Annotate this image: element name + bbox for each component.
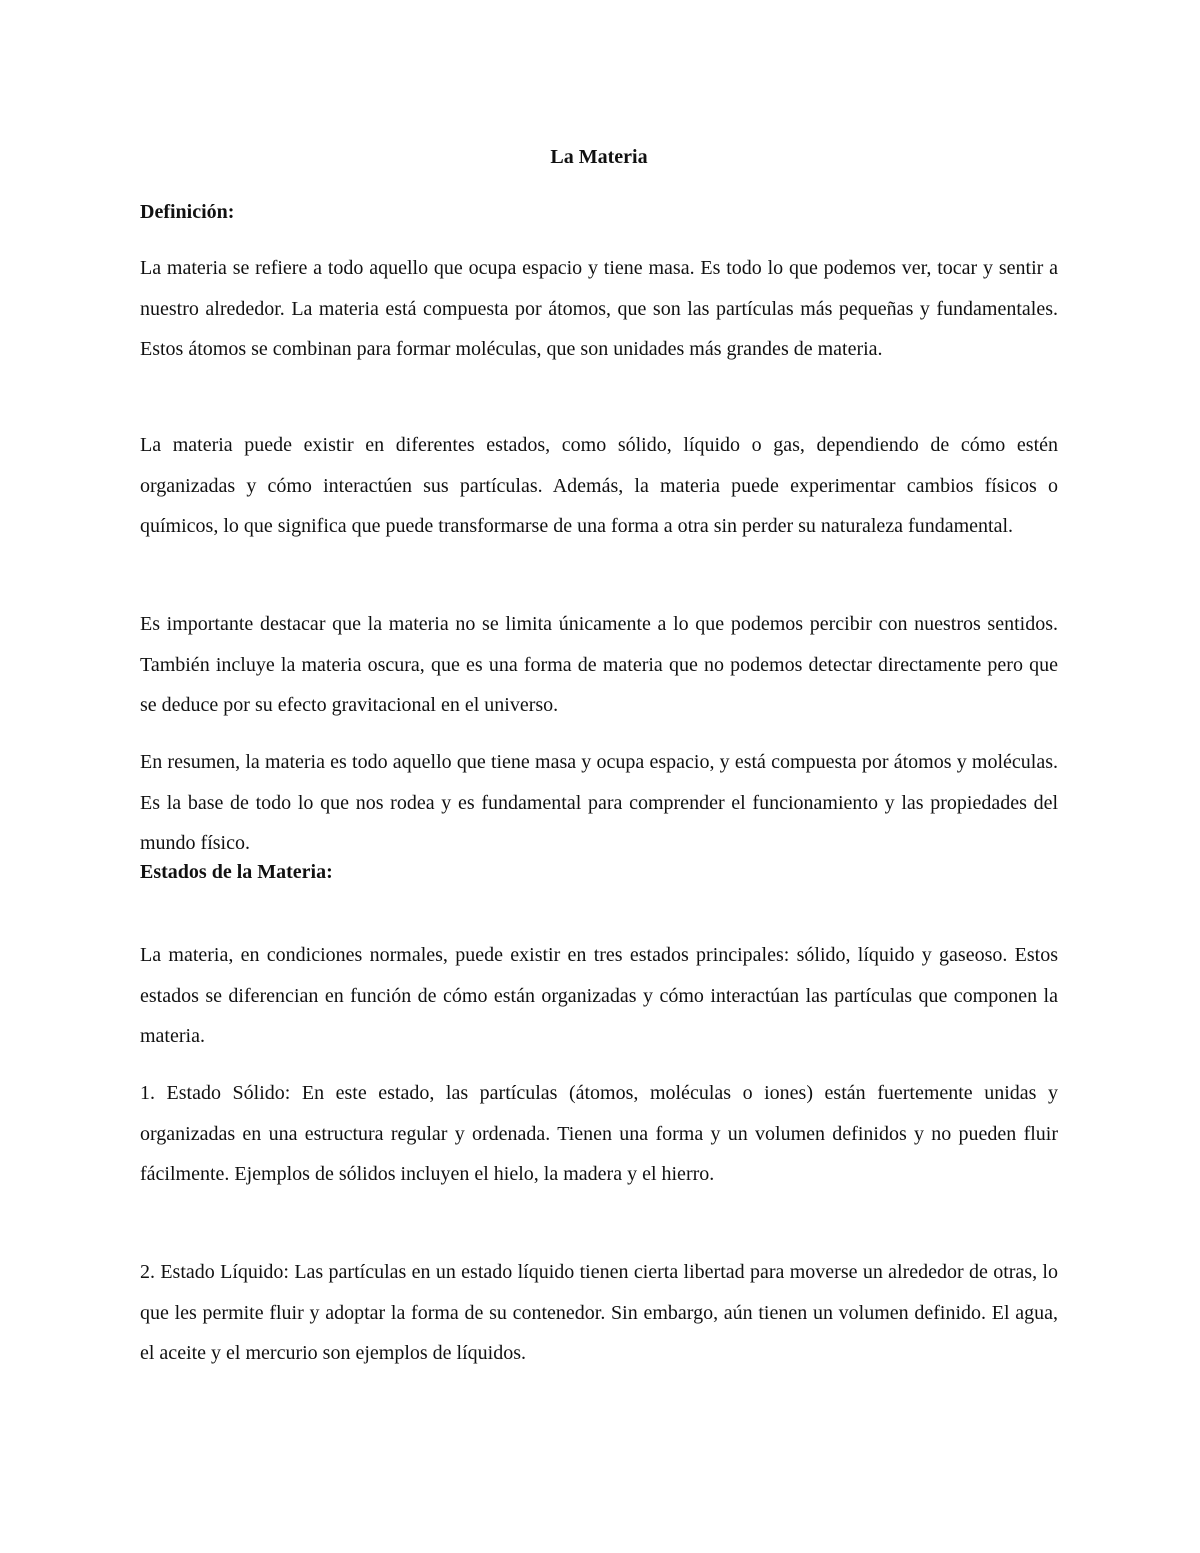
paragraph: La materia, en condiciones normales, puede existir en tres estados principales: sólido, líquido y gaseoso. Estos estados se diferencian en función de cómo están organizadas y cómo interactúan las partículas que componen la materia. <box>140 944 1058 1047</box>
list-item: 2. Estado Líquido: Las partículas en un estado líquido tienen cierta libertad para moverse un alrededor de otras, lo que les permite fluir y adoptar la forma de su contenedor. Sin embargo, aún tienen un volumen definido. El agua, el aceite y el mercurio son ejemplos de líquidos. <box>140 1261 1058 1364</box>
paragraph: En resumen, la materia es todo aquello que tiene masa y ocupa espacio, y está compuesta por átomos y moléculas. Es la base de todo lo que nos rodea y es fundamental para comprender el funcionamiento y las propiedades del mundo físico. <box>140 751 1058 854</box>
paragraph: La materia puede existir en diferentes estados, como sólido, líquido o gas, dependiendo de cómo estén organizadas y cómo interactúen sus partículas. Además, la materia puede experimentar cambios físicos o químicos, lo que significa que puede transformarse de una forma a otra sin perder su naturaleza fundamental. <box>140 434 1058 537</box>
section-heading-estados: Estados de la Materia: <box>140 861 333 883</box>
list-item: 1. Estado Sólido: En este estado, las partículas (átomos, moléculas o iones) están fuertemente unidas y organizadas en una estructura regular y ordenada. Tienen una forma y un volumen definidos y no pueden fluir fácilmente. Ejemplos de sólidos incluyen el hielo, la madera y el hierro. <box>140 1082 1058 1185</box>
paragraph: Es importante destacar que la materia no se limita únicamente a lo que podemos percibir con nuestros sentidos. También incluye la materia oscura, que es una forma de materia que no podemos detectar directamente pero que se deduce por su efecto gravitacional en el universo. <box>140 613 1058 716</box>
paragraph: La materia se refiere a todo aquello que ocupa espacio y tiene masa. Es todo lo que podemos ver, tocar y sentir a nuestro alrededor. La materia está compuesta por átomos, que son las partículas más pequeñas y fundamentales. Estos átomos se combinan para formar moléculas, que son unidades más grandes de materia. <box>140 257 1058 360</box>
section-heading-definicion: Definición: <box>140 201 235 223</box>
document-title: La Materia <box>550 146 648 168</box>
